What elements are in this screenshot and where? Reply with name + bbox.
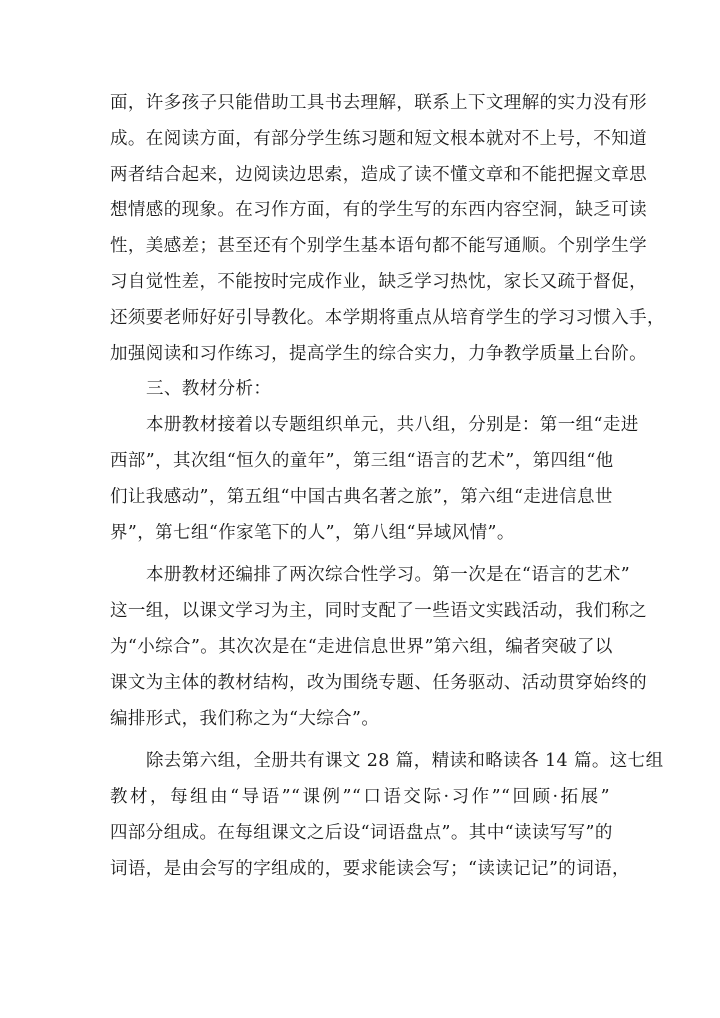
body-text [110, 86, 665, 888]
text-line: 还须要老师好好引导教化。本学期将重点从培育学生的学习习惯入手， [110, 307, 665, 328]
text-line: 课文为主体的教材结构，改为围绕专题、任务驱动、活动贯穿始终的 [110, 672, 647, 693]
paragraph-comprehensive-learning [110, 558, 647, 737]
text-line: 西部”，其次组“恒久的童年”，第三组“语言的艺术”，第四组“他 [110, 450, 614, 471]
text-line: 四部分组成。在每组课文之后设“词语盘点”。其中“读读写写”的 [110, 822, 613, 843]
text-line: 编排形式，我们称之为“大综合”。 [110, 708, 380, 729]
paragraph-units [110, 408, 639, 551]
text-line: 本册教材接着以专题组织单元，共八组，分别是：第一组“走进 [146, 415, 639, 436]
text-line: 界”，第七组“作家笔下的人”，第八组“异域风情”。 [110, 522, 515, 543]
text-line: 这一组，以课文学习为主，同时支配了一些语文实践活动，我们称之 [110, 601, 647, 622]
text-line: 本册教材还编排了两次综合性学习。第一次是在“语言的艺术” [146, 565, 631, 586]
text-line: 想情感的现象。在习作方面，有的学生写的东西内容空洞，缺乏可读 [110, 200, 647, 221]
paragraph-gap [110, 737, 610, 744]
text-line: 教材，每组由“导语”“课例”“口语交际·习作”“回顾·拓展” [110, 787, 610, 808]
text-line: 性，美感差；甚至还有个别学生基本语句都不能写通顺。个别学生学 [110, 236, 647, 257]
section-heading-textbook-analysis [110, 372, 610, 408]
text-line: 除去第六组，全册共有课文 28 篇，精读和略读各 14 篇。这七组 [146, 751, 664, 772]
section-heading: 三、教材分析： [146, 379, 272, 400]
text-line: 成。在阅读方面，有部分学生练习题和短文根本就对不上号，不知道 [110, 128, 647, 149]
text-line: 们让我感动”，第五组“中国古典名著之旅”，第六组“走进信息世 [110, 486, 613, 507]
paragraph-lessons [110, 744, 664, 887]
text-line: 词语，是由会写的字组成的，要求能读会写；“读读记记”的词语， [110, 858, 630, 879]
text-line: 面，许多孩子只能借助工具书去理解，联系上下文理解的实力没有形 [110, 93, 647, 113]
text-line: 习自觉性差，不能按时完成作业，缺乏学习热忱，家长又疏于督促， [110, 271, 647, 292]
text-line: 加强阅读和习作练习，提高学生的综合实力，力争教学质量上台阶。 [110, 343, 647, 364]
paragraph-student-analysis [110, 86, 665, 372]
text-line: 为“小综合”。其次次是在“走进信息世界”第六组，编者突破了以 [110, 636, 613, 657]
paragraph-gap [110, 551, 610, 558]
text-line: 两者结合起来，边阅读边思索，造成了读不懂文章和不能把握文章思 [110, 164, 647, 185]
